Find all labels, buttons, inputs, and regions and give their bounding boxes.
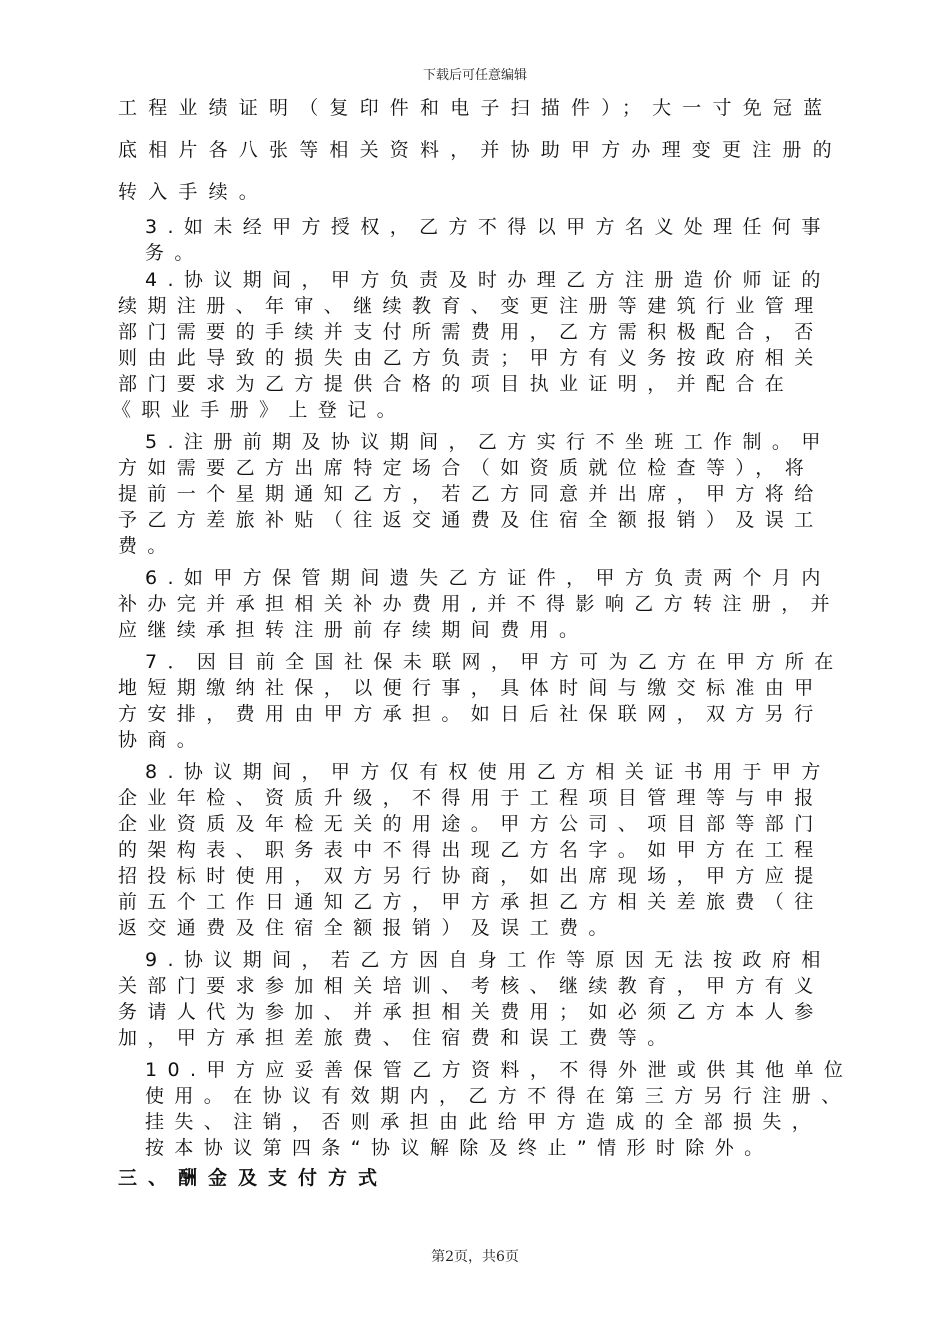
item-9-line-2: 关部门要求参加相关培训、考核、继续教育，甲方有义 xyxy=(118,975,824,997)
item-4-line-1: 4.协议期间，甲方负责及时办理乙方注册造价师证的 xyxy=(145,269,831,291)
item-3-line-2: 务。 xyxy=(145,242,204,264)
page-header: 下载后可任意编辑 xyxy=(422,68,527,83)
item-7-line-3: 方安排，费用由甲方承担。如日后社保联网，双方另行 xyxy=(118,703,824,725)
item-10-line-4: 按本协议第四条“协议解除及终止”情形时除外。 xyxy=(145,1137,774,1159)
intro-line-3: 转入手续。 xyxy=(118,181,270,203)
item-7-line-1: 7．因目前全国社保未联网，甲方可为乙方在甲方所在 xyxy=(145,651,844,673)
item-5-line-5: 费。 xyxy=(118,535,177,557)
section-3-heading: 三、酬金及支付方式 xyxy=(118,1167,389,1189)
item-8-line-5: 招投标时使用，双方另行协商，如出席现场，甲方应提 xyxy=(118,865,824,887)
item-4-line-6: 《职业手册》上登记。 xyxy=(112,399,407,421)
item-5-line-1: 5.注册前期及协议期间，乙方实行不坐班工作制。甲 xyxy=(145,431,831,453)
item-5-line-3: 提前一个星期通知乙方，若乙方同意并出席，甲方将给 xyxy=(118,483,824,505)
item-8-line-7: 返交通费及住宿全额报销）及误工费。 xyxy=(118,917,618,939)
item-8-line-2: 企业年检、资质升级，不得用于工程项目管理等与申报 xyxy=(118,787,824,809)
item-4-line-2: 续期注册、年审、继续教育、变更注册等建筑行业管理 xyxy=(118,295,824,317)
item-8-line-3: 企业资质及年检无关的用途。甲方公司、项目部等部门 xyxy=(118,813,824,835)
item-4-line-4: 则由此导致的损失由乙方负责；甲方有义务按政府相关 xyxy=(118,347,824,369)
item-3-line-1: 3.如未经甲方授权，乙方不得以甲方名义处理任何事 xyxy=(145,216,831,238)
item-6-line-1: 6.如甲方保管期间遗失乙方证件，甲方负责两个月内 xyxy=(145,567,831,589)
item-9-line-3: 务请人代为参加、并承担相关费用；如必须乙方本人参 xyxy=(118,1001,824,1023)
intro-line-1: 工程业绩证明（复印件和电子扫描件）；大一寸免冠蓝 xyxy=(118,97,834,119)
page-footer: 第2页，共6页 xyxy=(431,1249,519,1265)
intro-line-2: 底相片各八张等相关资料，并协助甲方办理变更注册的 xyxy=(118,139,843,161)
item-4-line-5: 部门要求为乙方提供合格的项目执业证明，并配合在 xyxy=(118,373,795,395)
item-8-line-6: 前五个工作日通知乙方，甲方承担乙方相关差旅费（往 xyxy=(118,891,824,913)
item-10-line-2: 使用。在协议有效期内，乙方不得在第三方另行注册、 xyxy=(145,1085,851,1107)
item-9-line-4: 加，甲方承担差旅费、住宿费和误工费等。 xyxy=(118,1027,677,1049)
item-7-line-4: 协商。 xyxy=(118,729,207,751)
item-5-line-4: 予乙方差旅补贴（往返交通费及住宿全额报销）及误工 xyxy=(118,509,824,531)
item-10-line-1: 10.甲方应妥善保管乙方资料，不得外泄或供其他单位 xyxy=(145,1059,854,1081)
item-6-line-3: 应继续承担转注册前存续期间费用。 xyxy=(118,619,589,641)
item-8-line-1: 8.协议期间，甲方仅有权使用乙方相关证书用于甲方 xyxy=(145,761,831,783)
item-9-line-1: 9.协议期间，若乙方因自身工作等原因无法按政府相 xyxy=(145,949,831,971)
item-10-line-3: 挂失、注销，否则承担由此给甲方造成的全部损失， xyxy=(145,1111,822,1133)
item-6-line-2: 补办完并承担相关补办费用,并不得影响乙方转注册，并 xyxy=(118,593,841,615)
item-7-line-2: 地短期缴纳社保，以便行事，具体时间与缴交标准由甲 xyxy=(118,677,824,699)
item-4-line-3: 部门需要的手续并支付所需费用，乙方需积极配合，否 xyxy=(118,321,824,343)
item-5-line-2: 方如需要乙方出席特定场合（如资质就位检查等），将 xyxy=(118,457,815,479)
item-8-line-4: 的架构表、职务表中不得出现乙方名字。如甲方在工程 xyxy=(118,839,824,861)
